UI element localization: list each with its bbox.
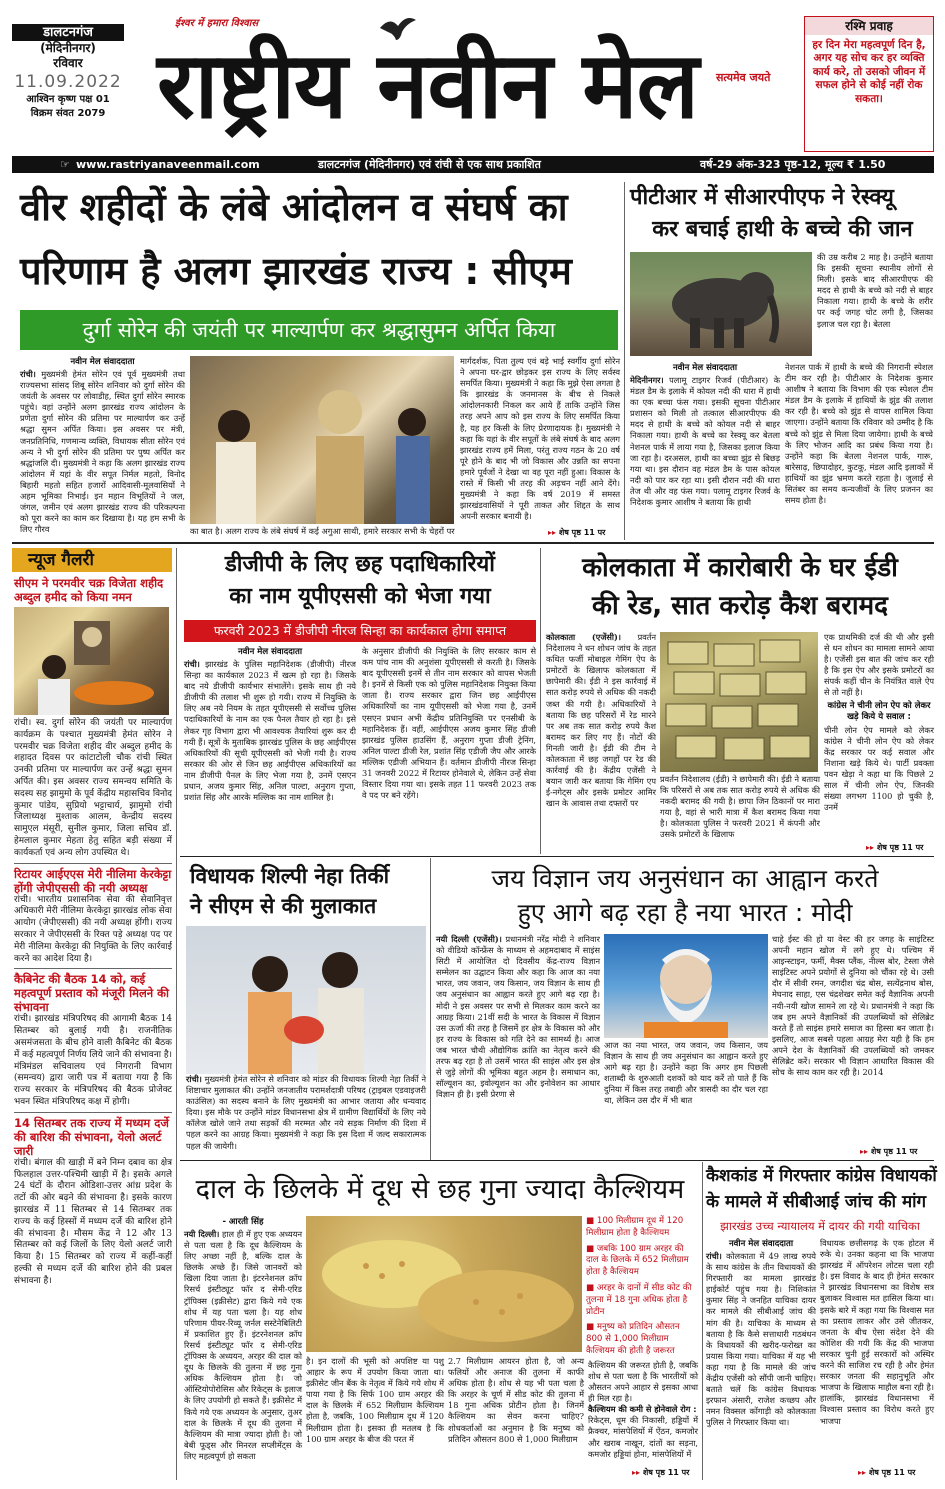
col-rule-gallery — [176, 548, 177, 1480]
quote-box-text: हर दिन मेरा महत्वपूर्ण दिन है, अगर यह सोच कर हर व्यक्ति कार्य करे, तो उसको जीवन में सफल होने से कोई नहीं रोक सकता। — [812, 39, 926, 105]
calcium-right-text: कैल्शियम की जरूरत होती है, जबकि शोध से पता चला है कि भारतीयों को औसतन अपने आहार से इसका आधा ही मिल रहा है। — [588, 1360, 698, 1404]
news-gallery-item4-title: 14 सितम्बर तक राज्य में मध्यम दर्जे की बारिश की संभावना, येलो अलर्ट जारी — [14, 1115, 169, 1158]
col-rule-3 — [430, 858, 431, 1160]
calcium-bullet-2: ■ जबकि 100 ग्राम अरहर की दाल के छिलके में 652 मिलीग्राम होता है कैल्शियम — [586, 1243, 689, 1278]
calcium-dateline: नयी दिल्ली। — [184, 1229, 220, 1239]
cbi-text-1: कोलकाता में 49 लाख रुपये के साथ कांग्रेस के तीन विधायकों की गिरफ्तारी का मामला झारखंड हाईकोर्ट पहुंच गया है। निशिकांत कुमार सिंह ने जनहित याचिका दायर कर मामले की सीबीआई जांच की मांग की है। याचिका के माध्यम से बताया है कि कैसे सत्ताधारी गठबंधन के विधायकों की खरीद-फरोख्त का प्रयास किया गया। याचिका में यह भी कहा गया है कि मामले की जांच केंद्रीय एजेंसी को सौंपी जानी चाहिए। बताते चलें कि कांग्रेस विधायक इरफान अंसारी, राजेश कच्छप और नमन विक्सल कोंगाड़ी को कोलकाता पुलिस ने गिरफ्तार किया था। — [706, 1251, 817, 1428]
modi-photo — [604, 934, 768, 1038]
lead-byline: नवीन मेल संवाददाता — [70, 357, 135, 367]
modi-headline-2: हुए आगे बढ़ रहा है नया भारत : मोदी — [517, 898, 853, 927]
ed-col1 — [546, 632, 656, 809]
elephant-text-1: पलामू टाइगर रिजर्व (पीटीआर) के मंडल डैम के इलाके में कोयल नदी की धारा में हाथी का एक बच्चा फंस गया। इसकी सूचना पीटीआर प्रशासन को मिली तो तत्काल सीआरपीएफ की मदद से हाथी के बच्चे को कोयल नदी से बाहर निकाला गया। हाथी के बच्चे का रेस्क्यू कर बेतला नेशनल पार्क में लाया गया है, जिसका इलाज किया जा रहा है। दरअसल, हाथी का बच्चा झुंड से बिछड़ गया था। इस दौरान वह मंडल डैम के पास कोयल नदी को पार कर रहा था। इसी दौरान नदी की धारा तेज थी और वह फंस गया। पलामू टाइगर रिजर्व के निदेशक कुमार आशीष ने बताया कि हाथी — [630, 375, 780, 508]
modi-headline-1: जय विज्ञान जय अनुसंधान का आह्वान करते — [491, 864, 879, 893]
gallery-divider-3 — [14, 1112, 172, 1113]
ed-continued: ▸▸ शेष पृष्ठ 11 पर — [866, 843, 924, 852]
news-gallery-item4-text: रांची। बंगाल की खाड़ी में बने निम्न दबाव का क्षेत्र फिलहाल उत्तर-पश्चिमी खाड़ी में है। इसके अगले 24 घंटों के दौरान ओडिशा-उत्तर आंध्र प्रदेश के तटों की ओर बढ़ने की संभावना है। इसके कारण झारखंड में 11 सितम्बर से 14 सितम्बर तक राज्य के कई हिस्सों में मध्यम दर्जे की बारिश होने की संभावना है। मौसम केंद्र ने 12 और 13 सितम्बर को कई जिलों के लिए येलो अलर्ट जारी किया है। 15 सितम्बर को राज्य में कहीं-कहीं हल्की से मध्यम दर्जे की बारिश होने की प्रबल संभावना है। — [14, 1157, 172, 1286]
news-gallery-col — [14, 576, 172, 1480]
dgp-headline-1: डीजीपी के लिए छह पदाधिकारियों — [225, 552, 495, 577]
hand-icon: ☞ — [60, 158, 70, 171]
news-gallery-item2-title: रिटायर आईएएस मेरी नीलिमा केरकेट्टा होंगी जेपीएससी की नयी अध्यक्ष — [14, 866, 172, 895]
ed-headline-1: कोलकाता में कारोबारी के घर ईडी — [582, 553, 898, 583]
quote-box-title: रश्मि प्रवाह — [805, 17, 933, 35]
cbi-continued-text: शेष पृष्ठ 11 पर — [868, 1468, 916, 1477]
calcium-text-1: हाल ही में हुए एक अध्ययन से पता चला है कि दूध कैल्शियम के लिए अच्छा नहीं है, बल्कि दाल के छिलके अच्छे हैं। जिसे जानवरों को खिला दिया जाता है। इंटरनेशनल क्रॉप रिसर्च इंस्टीट्यूट फॉर द सेमी-एरिड ट्रॉपिक्स (इक्रीसेट) द्वारा किये गये एक शोध में यह पता चला है। यह शोध परिणाम पीयर-रिव्यू जर्नल सस्टेनेबिलिटी में प्रकाशित हुए हैं। इंटरनेशनल क्रॉप रिसर्च इंस्टीट्यूट फॉर द सेमी-एरिड ट्रॉपिक्स के अध्ययन, अरहर की दाल को दूध के छिलके की तुलना में छह गुना अधिक कैल्शियम होता है। जो ऑस्टियोपोरोसिस और रिकेट्स के इलाज के लिए उपयोगी हो सकते हैं। इक्रीसेट में किये गये एक अध्ययन के अनुसार, तुअर दाल के छिलके में दूध की तुलना में कैल्शियम की मात्रा ज्यादा होती है। जो बेबी फूड्स और मिनरल सप्लीमेंट्स के लिए महत्वपूर्ण हो सकता — [184, 1229, 303, 1461]
lead-continued: ▸▸ शेष पृष्ठ 11 पर — [548, 528, 606, 537]
elephant-right-top: की उम्र करीब 2 माह है। उन्होंने बताया कि इसकी सूचना स्थानीय लोगों से मिली। इसके बाद सीआरपीएफ की मदद से हाथी के बच्चे को नदी से बाहर निकाला गया। हाथी के बच्चे के शरीर पर कई जगह चोट लगी है, जिसका इलाज चल रहा है। बेतला — [817, 252, 933, 329]
cbi-headline-2: के मामले में सीबीआई जांच की मांग — [706, 1192, 927, 1212]
cbi-dateline: रांची। — [706, 1251, 722, 1261]
news-gallery-item2-text: रांची। भारतीय प्रशासनिक सेवा की सेवानिवृत्त अधिकारी मेरी नीलिमा केरकेट्टा झारखंड लोक सेवा आयोग (जेपीएससी) की नयी अध्यक्ष होंगी। राज्य सरकार ने जेपीएससी के रिक्त पड़े अध्यक्ष पद पर मेरी नीलिमा केरकेट्टा की नियुक्ति के लिए कार्रवाई करने का आदेश दिया है। — [14, 894, 172, 964]
col-rule-4 — [702, 1162, 703, 1480]
elephant-headline-2: कर बचाई हाथी के बच्चे की जान — [652, 217, 913, 242]
calcium-bullet-4-text: मनुष्य को प्रतिदिन औसतन 800 से 1,000 मिलीग्राम कैल्शियम की होती है जरूरत — [586, 1322, 680, 1356]
modi-continued: ▸▸ शेष पृष्ठ 11 पर — [860, 1147, 918, 1156]
edition-day: रविवार — [53, 56, 83, 70]
section-rule-2 — [180, 856, 934, 857]
modi-continued-text: शेष पृष्ठ 11 पर — [870, 1147, 918, 1156]
website-link[interactable]: www.rastriyanaveenmail.com — [76, 158, 260, 171]
ed-under-photo: प्रवर्तन निदेशालय (ईडी) ने छापेमारी की। ईडी ने बताया कि परिसरों से अब तक सात करोड़ रुपये से अधिक की नकदी बरामद की गयी है। छापा जिन ठिकानों पर मारा गया है, वहां से भारी मात्रा में कैश बरामद किया गया है। कोलकाता पुलिस ने फरवरी 2021 में कंपनी और उसके प्रमोटरों के खिलाफ — [660, 774, 820, 840]
modi-col2: चाहे ईस्ट की हो या वेस्ट की हर जगह के साइंटिस्ट अपनी महान खोज में लगे हुए थे। पश्चिम में आइन्स्टाइन, फर्मी, मैक्स प्लैंक, नील्स बोर, टेस्ला जैसे साइंटिस्ट अपने प्रयोगों से दुनिया को चौंका रहे थे। उसी दौर में सीवी रमन, जगदीश चंद्र बोस, सत्येंद्रनाथ बोस, मेघनाद साहा, एस चंद्रशेखर समेत कई वैज्ञानिक अपनी नयी-नयी खोज सामने ला रहे थे। प्रधानमंत्री ने कहा कि जब हम अपने वैज्ञानिकों की उपलब्धियों को सेलिब्रेट करते हैं तो साइंस हमारे समाज का हिस्सा बन जाता है। इसलिए, आज सबसे पहला आग्रह मेरा यही है कि हम अपने देश के वैज्ञानिकों की उपलब्धियों को जमकर सेलिब्रेट करें। सरकार भी विज्ञान आधारित विकास की सोच के साथ काम कर रही है। 2014 — [772, 934, 934, 1078]
ed-text-1: प्रवर्तन निदेशालय ने धन शोधन जांच के तहत कथित फर्जी मोबाइल गेमिंग ऐप के प्रमोटरों के खिलाफ कोलकाता में छापेमारी की। ईडी ने इस कार्रवाई में सात करोड़ रुपये से अधिक की नकदी जब्त की गयी है। अधिकारियों ने बताया कि छह परिसरों में रेड मारने पर अब तक सात करोड़ रुपये कैश बरामद कर लिए गए हैं। नोटों की गिनती जारी है। ईडी की टीम ने कोलकाता में छह जगहों पर रेड की कार्रवाई की है। केंद्रीय एजेंसी ने बयान जारी कर बताया कि गेमिंग एप ई-नगेट्स और इसके प्रमोटर आमिर खान के आवास तथा दफ्तरों पर — [546, 632, 656, 809]
cbi-headline-1: कैशकांड में गिरफ्तार कांग्रेस विधायकों — [706, 1166, 937, 1186]
ed-dateline: कोलकाता (एजेंसी)। — [546, 632, 622, 642]
lead-photo — [190, 356, 454, 524]
tagline-left: ईश्वर में हमारा विश्वास — [175, 18, 259, 29]
edition-box — [12, 24, 124, 124]
news-gallery-header — [12, 548, 172, 572]
news-gallery-item3-text: रांची। झारखंड मंत्रिपरिषद की आगामी बैठक 14 सितम्बर को बुलाई गयी है। राजनीतिक असमंजसता के बीच होने वाली कैबिनेट की बैठक में कई महत्वपूर्ण निर्णय लिये जाने की संभावना है। मंत्रिमंडल सचिवालय एवं निगरानी विभाग (समन्वय) द्वारा जारी पत्र में बताया गया है कि राज्य सरकार के मंत्रिपरिषद की बैठक प्रोजेक्ट भवन स्थित मंत्रिपरिषद कक्ष में होगी। — [14, 1014, 172, 1107]
elephant-photo — [630, 252, 812, 356]
elephant-byline: नवीन मेल संवाददाता — [672, 363, 738, 373]
ed-continued-text: शेष पृष्ठ 11 पर — [876, 843, 924, 852]
ed-headline-2: की रेड, सात करोड़ कैश बरामद — [592, 591, 888, 621]
dgp-byline: नवीन मेल संवाददाता — [237, 647, 303, 657]
calcium-bullet-4: ■ मनुष्य को प्रतिदिन औसतन 800 से 1,000 मिलीग्राम कैल्शियम की होती है जरूरत — [586, 1322, 680, 1356]
cbi-col1 — [706, 1238, 816, 1480]
publish-line: डालटनगंज (मेदिनीनगर) एवं रांची से एक साथ प्रकाशित — [318, 158, 541, 171]
ed-subhead-right: कांग्रेस ने चीनी लोन ऐप को लेकर खड़े किये ये सवाल : — [827, 700, 931, 722]
mla-text-body: मुख्यमंत्री हेमंत सोरेन से शनिवार को मांडर की विधायक शिल्पी नेहा तिर्की ने शिष्टाचार मुलाकात की। उन्होंने जनजातीय परामर्शदात्री परिषद (ट्राइबल एडवाइजरी काउंसिल) का सदस्य बनाने के लिए मुख्यमंत्री का आभार जताया और धन्यवाद दिया। इस मौके पर उन्होंने मांडर विधानसभा क्षेत्र में ग्रामीण विद्यार्थियों के लिए नये कॉलेज खोले जाने तथा सड़कों की मरम्मत और नये सड़क निर्माण की दिशा में पहल करने का आग्रह किया। मुख्यमंत्री ने कहा कि इस दिशा में जल्द सकारात्मक पहल की जायेगी। — [186, 1074, 426, 1151]
dgp-headline-2: का नाम यूपीएससी को भेजा गया — [229, 584, 491, 609]
lead-body-col1 — [20, 356, 185, 535]
hindu-month: आश्विन कृष्ण पक्ष 01 — [26, 94, 110, 105]
calcium-right-col — [588, 1360, 698, 1480]
issue-date: 11.09.2022 — [14, 72, 122, 92]
lead-continued-text: शेष पृष्ठ 11 पर — [558, 528, 606, 537]
gallery-divider-1 — [14, 863, 172, 864]
calcium-bullet-2-text: जबकि 100 ग्राम अरहर की दाल के छिलके में 652 मिलीग्राम होता है कैल्शियम — [586, 1243, 689, 1278]
section-rule-3 — [180, 1160, 934, 1161]
elephant-dateline: मेदिनीनगर। — [630, 375, 664, 385]
modi-under-photo: आज का नया भारत, जय जवान, जय किसान, जय विज्ञान के साथ ही जय अनुसंधान का आह्वान करते हुए आगे बढ़ रहा है। उन्होंने कहा कि अगर हम पिछली शताब्दी के शुरुआती दशकों को याद करें तो पाते हैं कि दुनिया में किस तरह तबाही और त्रासदी का दौर चल रहा था, लेकिन उस दौर में भी बात — [604, 1040, 768, 1106]
calcium-right-text-2: रिकेट्स, धूम की निकासी, हड्डियों में फ्रैक्चर, मांसपेशियों में ऐंठन, कमजोर और खराब नाखून, दांतों का सड़ना, कमजोर हड्डियां होना, मांसपेशियों में — [588, 1415, 698, 1459]
edition-sub: (मेदिनीनगर) — [40, 41, 96, 55]
mla-headline-2: ने सीएम से की मुलाकात — [190, 894, 377, 918]
cbi-subhead: झारखंड उच्च न्यायालय में दायर की गयी याचिका — [720, 1219, 920, 1233]
news-gallery-title: न्यूज गैलरी — [28, 550, 94, 570]
edition-city: डालटनगंज — [12, 24, 124, 41]
dgp-col1 — [184, 646, 356, 850]
col-rule-1 — [624, 182, 625, 540]
elephant-col2: नेशनल पार्क में हाथी के बच्चे की निगरानी स्पेशल टीम कर रही है। पीटीआर के निदेशक कुमार आशीष ने बताया कि विभाग की एक स्पेशल टीम मंडल डैम के इलाके में हाथियों के झुंड की तलाश कर रही है। बच्चे को झुंड से वापस शामिल किया जाएगा। उन्होंने बताया कि रविवार को उम्मीद है कि बच्चे को झुंड से मिला दिया जायेगा। हाथी के बच्चे के लिए भोजन आदि का प्रबंध किया गया है। उन्होंने कहा कि बेतला नेशनल पार्क, गारू, बारेसाढ़, छिपादोहर, कुटकू, मंडल आदि इलाकों में हाथियों का झुंड भ्रमण करते रहता है। जुलाई से सितंबर का समय कन्यजीवों के लिए प्रजनन का समय होता है। — [785, 362, 933, 506]
calcium-bullet-3-text: अरहर के दानों में सीड कोट की तुलना में 18 गुना अधिक होता है प्रोटीन — [586, 1282, 692, 1317]
lead-under-photo: का बात है। अलग राज्य के लंबे संघर्ष में कई अगुआ साथी, हमारे सरकार सभी के चेहरों पर — [190, 526, 455, 536]
calcium-bullet-1-text: 100 मिलीग्राम दूध में 120 मिलीग्राम होता है कैल्शियम — [586, 1216, 684, 1238]
dgp-dateline: रांची। — [184, 659, 200, 669]
lead-body-col2: मार्गदर्शक, पिता तुल्य एवं बड़े भाई स्वर्गीय दुर्गा सोरेन ने अपना घर-द्वार छोड़कर इस राज्य के लिए सर्वस्व समर्पित किया। मुख्यमंत्री ने कहा कि मुझे ऐसा लगता है कि झारखंड के जनमानस के बीच से निकले आंदोलनकारी निकल कर आये हैं ताकि उन्होंने जिस तरह अपने आप को इस राज्य के लिए समर्पित किया है, यह हर किसी के लिए प्रेरणादायक है। मुख्यमंत्री ने कहा कि यहां के वीर सपूतों के लंबे संघर्ष के बाद अलग झारखंड राज्य हमें मिला, परंतु राज्य गठन के 20 वर्ष पूरे होने के बाद भी जो विकास और उन्नति का सपना हमारे पूर्वजों ने देखा था वह पूरा नहीं हुआ। विकास के रास्ते में किसी भी तरह की अड़चन नहीं आने देंगे। मुख्यमंत्री ने कहा कि वर्ष 2019 में समस्त झारखंडवासियों ने पूरी ताकत और शिद्दत के साथ अपनी सरकार बनायी है। — [460, 356, 620, 522]
calcium-lentil-photo — [306, 1216, 582, 1352]
elephant-headline-1: पीटीआर में सीआरपीएफ ने रेस्क्यू — [630, 185, 894, 210]
mla-photo — [186, 926, 426, 1074]
calcium-subhead-right: कैल्शियम की कमी से होनेवाले रोग : — [588, 1404, 697, 1415]
calcium-col1 — [184, 1216, 302, 1480]
elephant-col1 — [630, 362, 780, 537]
issue-info: वर्ष-29 अंक-323 पृष्ठ-12, मूल्य ₹ 1.50 — [700, 158, 886, 171]
ed-right-text: एक प्राथमिकी दर्ज की थी और इसी से धन शोधन का मामला सामने आया है। एजेंसी इस बात की जांच कर रही है कि इस ऐप और इसके प्रमोटरों का संपर्क कहीं चीन के नियंत्रित वाले ऐप से तो नहीं है। — [824, 632, 934, 698]
calcium-headline: दाल के छिलके में दूध से छह गुना ज्यादा कैल्शियम — [195, 1174, 685, 1205]
lead-dateline: रांची। — [20, 369, 36, 379]
calcium-col-mid: 2.7 मिलीग्राम आयरन होता है, जो अन्य फलियों और अनाज की तुलना में काफी अधिक होता है। शोध से यह भी पता चला है कि अरहर के चूर्ण में सीड कोट की तुलना में 18 गुना अधिक प्रोटीन होता है। जिनमें कैल्शियम का सेवन करना चाहिए? शोधकर्ताओं का अनुमान है कि मनुष्य को प्रतिदिन औसतन 800 से 1,000 मिलीग्राम — [448, 1356, 584, 1444]
lead-headline-1: वीर शहीदों के लंबे आंदोलन व संघर्ष का — [20, 185, 568, 229]
ed-right-text-2: चीनी लोन ऐप मामले को लेकर कांग्रेस ने चीनी लोन ऐप को लेकर केंद्र सरकार पर कई सवाल और निशाना खड़े किये थे। पार्टी प्रवक्ता पवन खेड़ा ने कहा था कि पिछले 2 साल में चीनी लोन ऐप, जिनकी संख्या लगभग 1100 हो चुकी है, उनमें — [824, 724, 934, 813]
calcium-continued-text: शेष पृष्ठ 11 पर — [642, 1468, 690, 1477]
lead-subhead: दुर्गा सोरेन की जयंती पर माल्यार्पण कर श्रद्धासुमन अर्पित किया — [20, 310, 618, 350]
cbi-byline: नवीन मेल संवाददाता — [728, 1239, 794, 1249]
modi-col1 — [436, 934, 600, 1156]
col-rule-2 — [540, 548, 541, 854]
news-gallery-item1-text: रांची। स्व. दुर्गा सोरेन की जयंती पर माल्यार्पण कार्यक्रम के पश्चात मुख्यमंत्री हेमंत सोरेन ने परमवीर चक्र विजेता शहीद वीर अब्दुल हमीद के शहादत दिवस पर कांटाटोली चौक रांची स्थित उनकी प्रतिमा पर माल्यार्पण कर उन्हें श्रद्धा सुमन अर्पित की। इस अवसर राज्य समन्वय समिति के सदस्य सह झामुमो के पूर्व केंद्रीय महासचिव विनोद कुमार पांडेय, सुप्रियो भट्टाचार्य, झामुमो रांची जिलाध्यक्ष मुश्ताक आलम, केन्द्रीय सदस्य सामुएल मंसूरी, सुनील कुमार, जिला सचिव डॉ. हेमलाल कुमार मेहता हेतु सहित बड़ी संख्या में कार्यकर्ता एवं अन्य लोग उपस्थित थे। — [14, 718, 172, 858]
calcium-continued: ▸▸ शेष पृष्ठ 11 पर — [632, 1468, 690, 1477]
news-gallery-photo — [14, 607, 169, 715]
calcium-under-photo: है। इन दालों की भूसी को अपशिष्ट या पशु आहार के रूप में उपयोग किया जाता था। इक्रीसेट जीन बैंक के नेतृत्व में किये गये शोध में पाया गया है कि सिर्फ 100 ग्राम अरहर की दाल के छिलके में 652 मिलीग्राम कैल्शियम होता है, जबकि, 100 मिलीग्राम दूध में 120 मिलीग्राम होता है। इसका ही मतलब है कि 100 ग्राम अरहर के बीज की परत में — [306, 1356, 444, 1444]
samvat: विक्रम संवत 2079 — [30, 108, 106, 119]
newspaper-title: राष्ट्रीय नवीन मेल — [157, 32, 698, 139]
dgp-text-1: झारखंड के पुलिस महानिदेशक (डीजीपी) नीरज सिन्हा का कार्यकाल 2023 में खत्म हो रहा है। जिसके बाद नये डीजीपी कार्यभार संभालेंगे। इसके साथ ही नये डीजीपी की तलाश भी शुरू हो गयी। राज्य में नियुक्ति के लिए अब नये नियम के तहत यूपीएससी से सर्वोच्च पुलिस पदाधिकारियों के नाम का एक पैनल तैयार हो रहा है। इसे लेकर गृह विभाग द्वारा भी आवश्यक तैयारियां शुरू कर दी गयी हैं। सूत्रों के मुताबिक झारखंड पुलिस के छह आईपीएस अधिकारियों की सूची यूपीएससी को भेजी गयी है। राज्य सरकार की ओर से जिन छह आईपीएस अधिकारियों का नाम डीजीपी पैनल के लिए भेजा गया है, उनमें एसएन प्रधान, अजय कुमार सिंह, अनिल पाल्टा, अनुराग गुप्ता, प्रशांत सिंह और आरके मल्लिक का नाम शामिल है। — [184, 659, 356, 803]
ed-right-col — [824, 632, 934, 852]
modi-dateline: नयी दिल्ली (एजेंसी)। — [436, 934, 502, 944]
modi-text-1: प्रधानमंत्री नरेंद्र मोदी ने शनिवार को वीडियो कॉन्फ्रेंस के माध्यम से अहमदाबाद में साइंस सिटी में आयोजित दो दिवसीय केंद्र-राज्य विज्ञान सम्मेलन का उद्घाटन किया और कहा कि आज का नया भारत, जय जवान, जय किसान, जय विज्ञान के साथ ही जय अनुसंधान का आह्वान करते हुए आगे बढ़ रहा है। मोदी ने इस अवसर पर सभी से मिलकर काम करने का आग्रह किया। 21वीं सदी के भारत के विकास में विज्ञान उस ऊर्जा की तरह है जिसमें हर क्षेत्र के विकास को और हर राज्य के विकास को गति देने का सामर्थ्य है। आज जब भारत चौथी औद्योगिक क्रांति का नेतृत्व करने की तरफ बढ़ रहा है तो उसमें भारत की साइंस और इस क्षेत्र से जुड़े लोगों की भूमिका बहुत अहम है। समाधान का, सॉल्यूशन का, इवोल्यूशन का और इनोवेशन का आधार विज्ञान ही है। इसी प्रेरणा से — [436, 934, 600, 1100]
calcium-bullets — [586, 1216, 698, 1356]
mla-headline-1: विधायक शिल्पी नेहा तिर्की — [190, 864, 390, 888]
cbi-col2: विधायक छत्तीसगढ़ के एक होटल में रुके थे। उनका कहना था कि भाजपा झारखंड में ऑपरेशन लोटस चला रही है। इस विवाद के बाद ही हेमंत सरकार ने झारखंड विधानसभा का विशेष सत्र बुलाकर विश्वास मत हासिल किया था। इसके बारे में कहा गया कि विश्वास मत का प्रस्ताव लाकर और उसे जीतकर, जनता के बीच ऐसा संदेश देने की कोशिश की गयी कि केंद्र की भाजपा सरकार चुनी हुई सरकारों को अस्थिर करने की साजिश रच रही है और हेमंत सरकार जनता की सहानुभूति और भाजपा के खिलाफ माहौल बना रही है। हालांकि, झारखंड विधानसभा में विश्वास प्रस्ताव का विरोध करते हुए भाजपा — [820, 1238, 934, 1426]
mla-text — [186, 1074, 426, 1158]
tagline-right: सत्यमेव जयते — [716, 71, 771, 84]
mla-dateline: रांची। — [186, 1074, 202, 1084]
gallery-divider-2 — [14, 968, 172, 969]
cbi-continued: ▸▸ शेष पृष्ठ 11 पर — [858, 1468, 916, 1477]
lead-text-1: मुख्यमंत्री हेमंत सोरेन एवं पूर्व मुख्यमंत्री तथा राज्यसभा सांसद शिबू सोरेन शनिवार को दुर्गा सोरेन की जयंती के अवसर पर लोवाडीह, स्थित दुर्गा सोरेन स्मारक पहुंचे। वहां उन्होंने अलग झारखंड राज्य आंदोलन के प्रणेता दुर्गा सोरेन की प्रतिमा पर माल्यार्पण कर उन्हें श्रद्धा सुमन अर्पित किया। इस अवसर पर मंत्री, जनप्रतिनिधि, गणमान्य व्यक्ति, विधायक सीता सोरेन एवं अन्य ने भी दुर्गा सोरेन की प्रतिमा पर पुष्प अर्पित कर श्रद्धांजलि दी। मुख्यमंत्री ने कहा कि अलग झारखंड राज्य आंदोलन में यहां के वीर सपूत निर्मल महतो, विनोद बिहारी महतो सहित हजारों आदिवासी-मूलवासियों ने अहम भूमिका निभाई। इन महान विभूतियों ने जल, जंगल, जमीन एवं अलग झारखंड राज्य की परिकल्पना को पूरा करने का काम कर दिखाया है। यह हम सभी के लिए गौरव — [20, 369, 185, 535]
dgp-col2: के अनुसार डीजीपी की नियुक्ति के लिए सरकार काम से कम पांच नाम की अनुशंसा यूपीएससी से करती है। जिसके बाद यूपीएससी इनमें से तीन नाम सरकार को वापस भेजती है। इनमें से किसी एक को पुलिस महानिदेशक नियुक्त किया जाता है। राज्य सरकार द्वारा जिन छह आईपीएस अधिकारियों का नाम यूपीएससी को भेजा गया है, उनमें एसएन प्रधान अभी केंद्रीय प्रतिनियुक्ति पर एनसीबी के महानिदेशक हैं। वहीं, आईपीएस अजय कुमार सिंह डीजी झारखंड पुलिस हाउसिंग हैं, अनुराग गुप्ता डीजी ट्रेनिंग, अनिल पाल्टा डीजी रेल, प्रशांत सिंह एडीजी जैप और आरके मल्लिक एडीजी अभियान हैं। वर्तमान डीजीपी नीरज सिन्हा 31 जनवरी 2022 में रिटायर होनेवाले थे, लेकिन उन्हें सेवा विस्तार दिया गया था। इसके तहत 11 फरवरी 2023 तक वे पद पर बने रहेंगे। — [362, 646, 536, 801]
quote-box — [804, 16, 934, 152]
news-gallery-item3-title: कैबिनेट की बैठक 14 को, कई महत्वपूर्ण प्रस्ताव को मंजूरी मिलने की संभावना — [14, 972, 169, 1015]
dgp-subhead: फरवरी 2023 में डीजीपी नीरज सिन्हा का कार्यकाल होगा समाप्त — [184, 620, 536, 642]
calcium-bullet-1: ■ 100 मिलीग्राम दूध में 120 मिलीग्राम होता है कैल्शियम — [586, 1216, 684, 1238]
lead-headline-2: परिणाम है अलग झारखंड राज्य : सीएम — [20, 249, 572, 293]
calcium-byline: - आरती सिंह — [222, 1217, 264, 1227]
calcium-bullet-3: ■ अरहर के दानों में सीड कोट की तुलना में 18 गुना अधिक होता है प्रोटीन — [586, 1282, 692, 1317]
ed-cash-photo — [660, 632, 818, 772]
section-rule-1 — [12, 542, 934, 544]
news-gallery-item1-title: सीएम ने परमवीर चक्र विजेता शहीद अब्दुल हमीद को किया नमन — [14, 576, 164, 604]
